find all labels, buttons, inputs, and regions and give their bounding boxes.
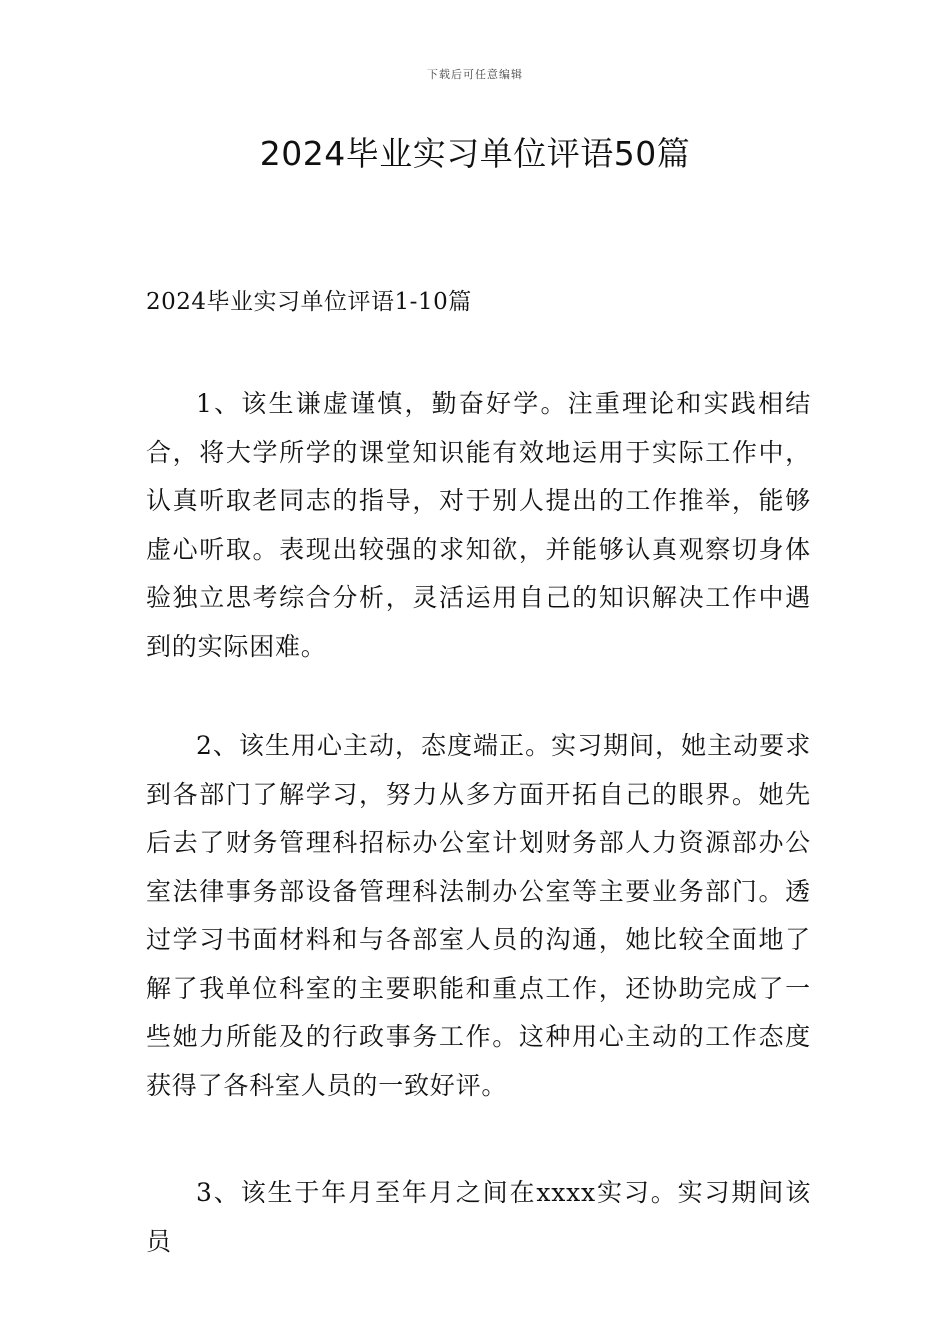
paragraph-1: 1、该生谦虚谨慎，勤奋好学。注重理论和实践相结合，将大学所学的课堂知识能有效地运用于实际工作中，认真听取老同志的指导，对于别人提出的工作推举，能够虚心听取。表现出较强的求知欲，并能够认真观察切身体验独立思考综合分析，灵活运用自己的知识解决工作中遇到的实际困难。 [146, 389, 811, 661]
header-note: 下载后可任意编辑 [427, 68, 523, 81]
section-heading: 2024毕业实习单位评语1-10篇 [146, 289, 472, 315]
document-title: 2024毕业实习单位评语50篇 [259, 134, 691, 173]
paragraph-2: 2、该生用心主动，态度端正。实习期间，她主动要求到各部门了解学习，努力从多方面开拓自己的眼界。她先后去了财务管理科招标办公室计划财务部人力资源部办公室法律事务部设备管理科法制办公室等主要业务部门。透过学习书面材料和与各部室人员的沟通，她比较全面地了解了我单位科室的主要职能和重点工作，还协助完成了一些她力所能及的行政事务工作。这种用心主动的工作态度获得了各科室人员的一致好评。 [146, 731, 811, 1100]
paragraph-3: 3、该生于年月至年月之间在xxxx实习。实习期间该员 [146, 1178, 811, 1256]
